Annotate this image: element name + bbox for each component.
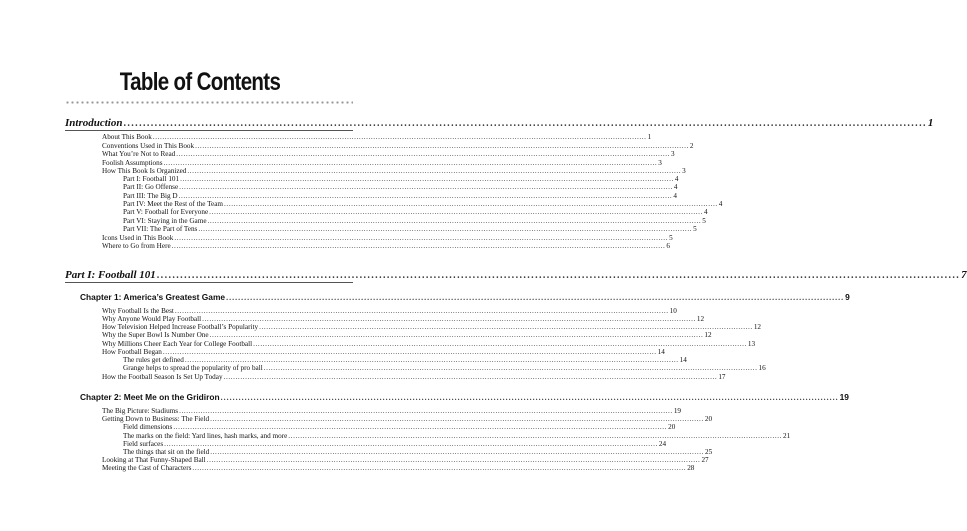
toc-section-entry[interactable] (102, 464, 695, 473)
toc-leader-dots: .............................................................................................................................................................................................................. (171, 242, 666, 250)
toc-page-number: 5 (702, 217, 706, 225)
toc-page-number: 10 (669, 307, 677, 315)
toc-entry-label: Part III: The Big D (123, 192, 178, 200)
toc-leader-dots: .............................................................................................................................................................................................................. (253, 340, 747, 348)
toc-entry-label: How Television Helped Increase Football’s Popularity (102, 323, 259, 331)
toc-leader-dots: .............................................................................................................................................................................................................. (179, 183, 673, 191)
toc-page-number: 3 (682, 167, 686, 175)
toc-entry-label: How the Football Season Is Set Up Today (102, 373, 223, 381)
toc-entry-label: About This Book (102, 133, 152, 141)
toc-leader-dots: .............................................................................................................................................................................................................. (152, 133, 647, 141)
toc-page-number: 4 (718, 200, 723, 208)
toc-leader-dots: .............................................................................................................................................................................................................. (192, 464, 687, 472)
toc-leader-dots: .............................................................................................................................................................................................................. (174, 234, 669, 242)
toc-entry-label: Part IV: Meet the Rest of the Team (123, 200, 224, 208)
toc-entry-label: Field surfaces (123, 440, 164, 448)
toc-page-number: 4 (703, 208, 708, 216)
toc-leader-dots: .............................................................................................................................................................................................................. (226, 293, 845, 302)
toc-leader-dots: .............................................................................................................................................................................................................. (259, 323, 753, 331)
toc-leader-dots: .............................................................................................................................................................................................................. (162, 348, 657, 356)
toc-part-entry[interactable] (65, 116, 934, 130)
toc-leader-dots: .............................................................................................................................................................................................................. (202, 315, 696, 323)
toc-entry-label: Part V: Football for Everyone (123, 208, 209, 216)
toc-entry-label: The Big Picture: Stadiums (102, 407, 179, 415)
toc-chapter-entry[interactable] (80, 392, 849, 403)
toc-page-number: 14 (657, 348, 665, 356)
toc-leader-dots: .............................................................................................................................................................................................................. (178, 192, 673, 200)
toc-leader-dots: .............................................................................................................................................................................................................. (223, 373, 718, 381)
toc-entry-label: Part I: Football 101 (123, 175, 180, 183)
toc-page-number: 20 (668, 423, 676, 431)
toc-entry-label: Part VII: The Part of Tens (123, 225, 198, 233)
toc-leader-dots: .............................................................................................................................................................................................................. (184, 356, 679, 364)
toc-leader-dots: .............................................................................................................................................................................................................. (210, 448, 705, 456)
toc-entry-label: Meeting the Cast of Characters (102, 464, 192, 472)
toc-page-number: 1 (927, 117, 934, 129)
toc-page-number: 19 (839, 392, 849, 402)
toc-page-number: 2 (689, 142, 694, 150)
toc-leader-dots: .............................................................................................................................................................................................................. (180, 175, 674, 183)
toc-page-number: 1 (647, 133, 652, 141)
toc-entry-label: Part I: Football 101 (65, 269, 156, 281)
toc-page-number: 25 (705, 448, 713, 456)
toc-page-number: 28 (687, 464, 695, 472)
toc-entry-label: Grange helps to spread the popularity of pro ball (123, 364, 263, 372)
page-title: Table of Contents (119, 68, 281, 96)
toc-leader-dots: .............................................................................................................................................................................................................. (179, 407, 673, 415)
toc-subsection-entry[interactable] (123, 183, 678, 192)
toc-section-entry[interactable] (102, 331, 712, 340)
toc-part-entry[interactable] (65, 268, 967, 282)
toc-page-number: 12 (704, 331, 712, 339)
toc-page-number: 4 (674, 175, 679, 183)
toc-leader-dots: .............................................................................................................................................................................................................. (206, 456, 701, 464)
toc-entry-label: Chapter 2: Meet Me on the Gridiron (80, 392, 220, 402)
toc-leader-dots: .............................................................................................................................................................................................................. (224, 200, 718, 208)
toc-section-entry[interactable] (102, 133, 652, 142)
toc-entry-label: The things that sit on the field (123, 448, 210, 456)
toc-entry-label: How This Book Is Organized (102, 167, 187, 175)
toc-leader-dots: .............................................................................................................................................................................................................. (156, 270, 961, 281)
toc-page-number: 21 (783, 432, 791, 440)
toc-entry-label: The marks on the field: Yard lines, hash marks, and more (123, 432, 288, 440)
toc-page-number: 13 (747, 340, 756, 348)
toc-section-entry[interactable] (102, 242, 671, 251)
toc-entry-label: How Football Began (102, 348, 162, 356)
toc-section-entry[interactable] (102, 373, 726, 382)
toc-page-number: 12 (753, 323, 762, 331)
toc-subsection-entry[interactable] (123, 364, 766, 373)
toc-entry-label: Why Millions Cheer Each Year for College Football (102, 340, 253, 348)
toc-subsection-entry[interactable] (123, 225, 697, 234)
toc-leader-dots: .............................................................................................................................................................................................................. (288, 432, 783, 440)
toc-page-number: 24 (658, 440, 667, 448)
toc-leader-dots: .............................................................................................................................................................................................................. (195, 142, 689, 150)
toc-page-number: 4 (673, 192, 677, 200)
toc-page-number: 3 (671, 150, 675, 158)
toc-leader-dots: .............................................................................................................................................................................................................. (209, 208, 703, 216)
toc-leader-dots: .............................................................................................................................................................................................................. (123, 118, 927, 129)
toc-page-number: 20 (704, 415, 713, 423)
toc-entry-label: Why Anyone Would Play Football (102, 315, 202, 323)
toc-section-entry[interactable] (102, 150, 675, 159)
toc-leader-dots: .............................................................................................................................................................................................................. (176, 150, 671, 158)
toc-entry-label: Part II: Go Offense (123, 183, 179, 191)
toc-page-number: 9 (845, 292, 850, 302)
toc-entry-label: Introduction (65, 117, 123, 129)
toc-page-number: 14 (679, 356, 687, 364)
toc-entry-label: Why Football Is the Best (102, 307, 174, 315)
toc-leader-dots: .............................................................................................................................................................................................................. (174, 307, 669, 315)
toc-page-number: 16 (758, 364, 766, 372)
toc-page-number: 6 (666, 242, 671, 250)
toc-page-number: 27 (701, 456, 709, 464)
toc-leader-dots: .............................................................................................................................................................................................................. (163, 159, 658, 167)
toc-leader-dots: .............................................................................................................................................................................................................. (187, 167, 682, 175)
toc-entry-label: Part VI: Staying in the Game (123, 217, 207, 225)
toc-page-number: 12 (696, 315, 705, 323)
toc-entry-label: The rules get defined (123, 356, 184, 364)
toc-page-number: 7 (961, 269, 967, 281)
toc-entry-label: What You’re Not to Read (102, 150, 176, 158)
toc-entry-label: Field dimensions (123, 423, 173, 431)
toc-chapter-entry[interactable] (80, 292, 850, 303)
toc-subsection-entry[interactable] (123, 208, 708, 217)
toc-leader-dots: .............................................................................................................................................................................................................. (209, 331, 704, 339)
toc-leader-dots: .............................................................................................................................................................................................................. (220, 393, 839, 402)
toc-leader-dots: .............................................................................................................................................................................................................. (207, 217, 702, 225)
toc-entry-label: Getting Down to Business: The Field (102, 415, 210, 423)
toc-leader-dots: .............................................................................................................................................................................................................. (164, 440, 658, 448)
toc-entry-label: Why the Super Bowl Is Number One (102, 331, 209, 339)
toc-page-number: 17 (718, 373, 726, 381)
toc-entry-label: Foolish Assumptions (102, 159, 163, 167)
part-underline (65, 282, 353, 283)
toc-leader-dots: .............................................................................................................................................................................................................. (198, 225, 693, 233)
toc-leader-dots: .............................................................................................................................................................................................................. (210, 415, 704, 423)
toc-leader-dots: .............................................................................................................................................................................................................. (173, 423, 668, 431)
toc-page-number: 5 (669, 234, 673, 242)
toc-page-number: 5 (693, 225, 697, 233)
toc-subsection-entry[interactable] (123, 423, 676, 432)
toc-entry-label: Icons Used in This Book (102, 234, 174, 242)
toc-leader-dots: .............................................................................................................................................................................................................. (263, 364, 758, 372)
toc-page-number: 3 (658, 159, 662, 167)
toc-entry-label: Conventions Used in This Book (102, 142, 195, 150)
toc-page-number: 4 (673, 183, 678, 191)
part-underline (65, 130, 353, 131)
toc-entry-label: Chapter 1: America’s Greatest Game (80, 292, 226, 302)
toc-entry-label: Looking at That Funny-Shaped Ball (102, 456, 206, 464)
toc-page-number: 19 (673, 407, 682, 415)
toc-entry-label: Where to Go from Here (102, 242, 171, 250)
